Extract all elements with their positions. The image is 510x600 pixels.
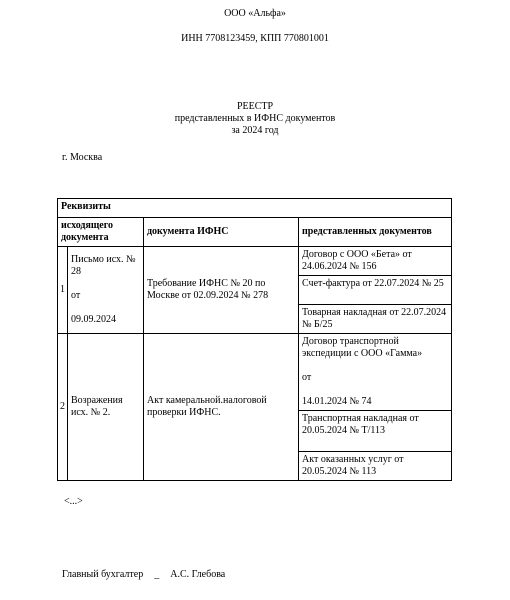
table-row [58,334,452,411]
company-name: ООО «Альфа» [224,8,286,19]
signature-mark: _ [154,569,160,580]
table-column-header-row [58,218,452,247]
outgoing-document-cell: Возражения исх. № 2. [68,334,144,481]
outgoing-document-cell: Письмо исх. № 28 от 09.09.2024 [68,247,144,334]
submitted-document-cell: Счет-фактура от 22.07.2024 № 25 [299,276,452,305]
table-section-header: Реквизиты [58,199,452,218]
submitted-document-cell: Договор с ООО «Бета» от 24.06.2024 № 156 [299,247,452,276]
document-period: за 2024 год [231,125,279,136]
ellipsis-marker: <...> [64,496,83,507]
submitted-document-cell: Договор транспортной экспедиции с ООО «Гамма» от 14.01.2024 № 74 [299,334,452,411]
document-subtitle: представленных в ИФНС документов [174,113,336,124]
table-row [58,247,452,276]
ifns-document-cell: Акт камеральной.налоговой проверки ИФНС. [144,334,299,481]
signatory-name: А.С. Глебова [170,569,226,580]
ifns-document-cell: Требование ИФНС № 20 по Москве от 02.09.2024 № 278 [144,247,299,334]
document-title: РЕЕСТР [236,101,274,112]
row-number: 1 [58,247,68,334]
signature-line [62,569,225,580]
signatory-position: Главный бухгалтер [62,569,144,580]
city: г. Москва [62,152,103,163]
inn-kpp: ИНН 7708123459, КПП 770801001 [181,33,329,44]
submitted-document-cell: Транспортная накладная от 20.05.2024 № Т/113 [299,411,452,452]
submitted-document-cell: Товарная накладная от 22.07.2024 № Б/25 [299,305,452,334]
registry-table [57,198,452,481]
column-header-outgoing: исходящего документа [58,218,144,247]
column-header-docs: представленных документов [299,218,452,247]
table-section-header-row [58,199,452,218]
row-number: 2 [58,334,68,481]
column-header-ifns: документа ИФНС [144,218,299,247]
submitted-document-cell: Акт оказанных услуг от 20.05.2024 № 113 [299,452,452,481]
